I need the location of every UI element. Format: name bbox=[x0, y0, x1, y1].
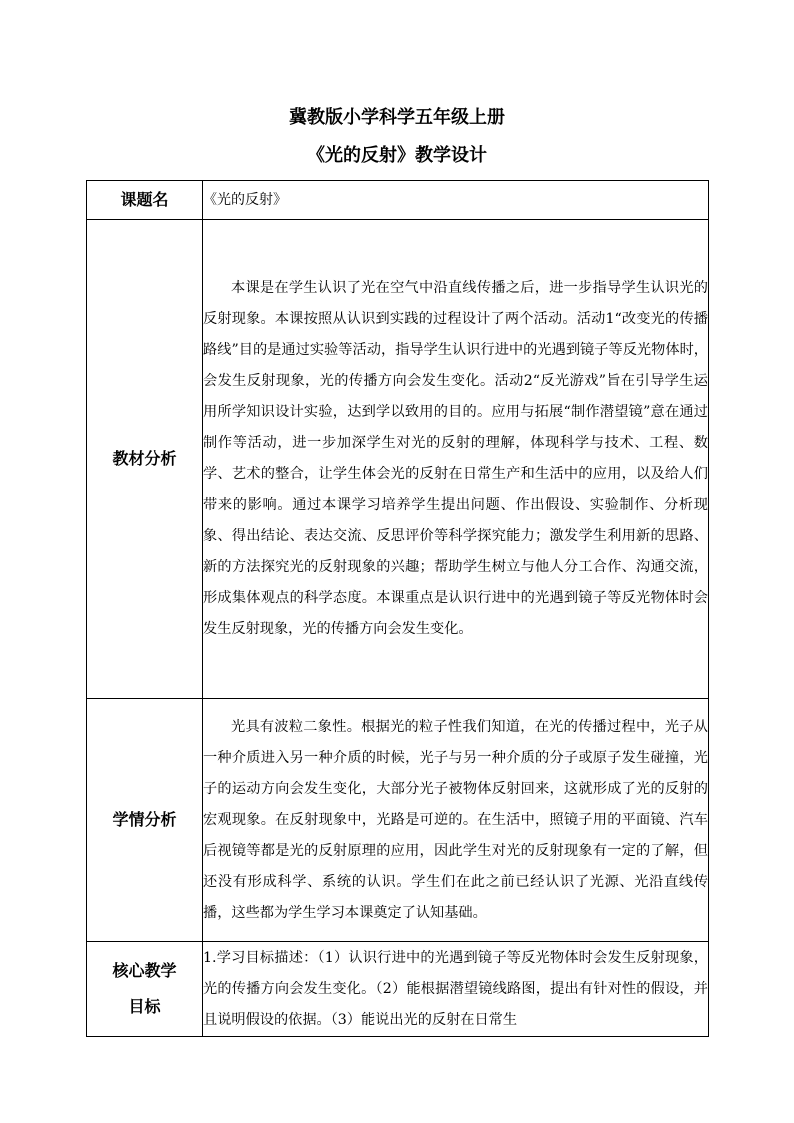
table-row-core-goals bbox=[87, 942, 709, 1037]
document-subtitle: 《光的反射》教学设计 bbox=[307, 145, 487, 166]
core-goals-label-line2: 目标 bbox=[128, 997, 161, 1016]
table-row-material-analysis bbox=[87, 220, 709, 699]
document-title: 冀教版小学科学五年级上册 bbox=[289, 107, 505, 128]
course-value: 《光的反射》 bbox=[203, 181, 709, 220]
table-row-course bbox=[87, 181, 709, 220]
core-goals-label bbox=[87, 942, 203, 1037]
learner-analysis-label: 学情分析 bbox=[87, 699, 203, 942]
material-analysis-text: 本课是在学生认识了光在空气中沿直线传播之后，进一步指导学生认识光的反射现象。本课按照从认识到实践的过程设计了两个活动。活动1“改变光的传播路线”目的是通过实验等活动，指导学生认识行进中的光遇到镜子等反光物体时，会发生反射现象，光的传播方向会发生变化。活动2“反光游戏”旨在引导学生运用所学知识设计实验，达到学以致用的目的。应用与拓展“制作潜望镜”意在通过制作等活动，进一步加深学生对光的反射的理解，体现科学与技术、工程、数学、艺术的整合，让学生体会光的反射在日常生产和生活中的应用，以及给人们带来的影响。通过本课学习培养学生提出问题、作出假设、实验制作、分析现象、得出结论、表达交流、反思评价等科学探究能力；激发学生利用新的思路、新的方法探究光的反射现象的兴趣；帮助学生树立与他人分工合作、沟通交流，形成集体观点的科学态度。本课重点是认识行进中的光遇到镜子等反光物体时会发生反射现象，光的传播方向会发生变化。 bbox=[203, 220, 709, 699]
material-analysis-label: 教材分析 bbox=[87, 220, 203, 699]
course-label: 课题名 bbox=[87, 181, 203, 220]
lesson-plan-table bbox=[86, 180, 709, 1037]
table-row-learner-analysis bbox=[87, 699, 709, 942]
core-goals-text: 1.学习目标描述：（1）认识行进中的光遇到镜子等反光物体时会发生反射现象，光的传播方向会发生变化。（2）能根据潜望镜线路图，提出有针对性的假设，并且说明假设的依据。（3）能说出光的反射在日常生 bbox=[203, 942, 709, 1037]
core-goals-label-line1: 核心教学 bbox=[112, 961, 177, 980]
learner-analysis-text: 光具有波粒二象性。根据光的粒子性我们知道，在光的传播过程中，光子从一种介质进入另一种介质的时候，光子与另一种介质的分子或原子发生碰撞，光子的运动方向会发生变化，大部分光子被物体反射回来，这就形成了光的反射的宏观现象。在反射现象中，光路是可逆的。在生活中，照镜子用的平面镜、汽车后视镜等都是光的反射原理的应用，因此学生对光的反射现象有一定的了解，但还没有形成科学、系统的认识。学生们在此之前已经认识了光源、光沿直线传播，这些都为学生学习本课奠定了认知基础。 bbox=[203, 699, 709, 942]
